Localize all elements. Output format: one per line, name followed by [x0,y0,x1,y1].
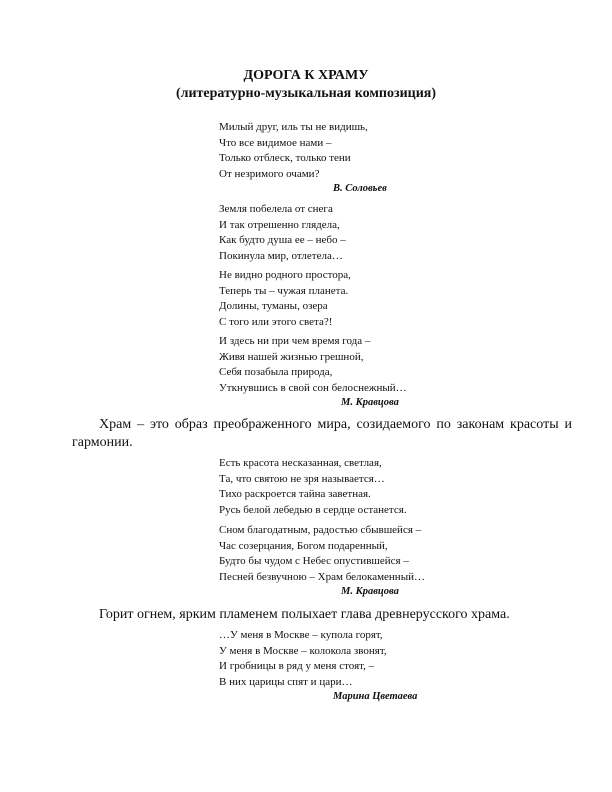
poem-line: Песней безвучною – Храм белокаменный… [219,571,425,584]
poem-line: Что все видимое нами – [219,136,332,149]
poem-line: Милый друг, иль ты не видишь, [219,121,368,133]
poem-line: И здесь ни при чем время года – [219,335,371,347]
poem-line: Теперь ты – чужая планета. [219,284,349,297]
poem-line: Есть красота несказанная, светлая, [219,457,382,469]
poem-stanza [219,456,407,519]
poem-author: М. Кравцова [341,586,399,597]
poem-line: Себя позабыла природа, [219,366,333,379]
poem-line: Не видно родного простора, [219,269,351,281]
poem-line: Покинула мир, отлетела… [219,250,343,263]
poem-line: Долины, туманы, озера [219,300,328,313]
poem-stanza [219,268,351,331]
poem-line: С того или этого света?! [219,316,333,329]
poem-line: Живя нашей жизнью грешной, [219,350,364,363]
poem-line: У меня в Москве – колокола звонят, [219,644,387,657]
poem-line: Та, что святою не зря называется… [219,472,385,485]
poem-line: …У меня в Москве – купола горят, [219,629,383,641]
poem-line: Тихо раскроется тайна заветная. [219,488,371,501]
poem-line: От незримого очами? [219,168,320,181]
poem-line: Уткнувшись в свой сон белоснежный… [219,382,407,395]
poem-line: В них царицы спят и цари… [219,676,353,689]
poem-stanza [219,523,425,586]
prose-paragraph: Горит огнем, ярким пламенем полыхает глава древнерусского храма. [99,607,510,622]
poem-author: Марина Цветаева [333,691,418,702]
poem-stanza [219,334,407,397]
poem-line: Сном благодатным, радостью сбывшейся – [219,524,422,536]
poem-solovyov [219,120,368,183]
poem-line: Земля побелела от снега [219,203,333,215]
poem-line: Будто бы чудом с Небес опустившейся – [219,555,409,568]
poem-line: И так отрешенно глядела, [219,218,340,231]
poem-line: Час созерцания, Богом подаренный, [219,539,388,552]
prose-paragraph: Храм – это образ преображенного мира, созидаемого по законам красоты и гармонии. [72,417,572,450]
poem-line: Только отблеск, только тени [219,152,351,165]
page-title: ДОРОГА К ХРАМУ [243,68,369,83]
poem-tsvetaeva [219,628,387,691]
page-subtitle: (литературно-музыкальная композиция) [175,86,437,101]
poem-author: В. Соловьев [333,183,387,194]
poem-line: Как будто душа ее – небо – [219,234,346,247]
poem-author: М. Кравцова [341,397,399,408]
poem-line: И гробницы в ряд у меня стоят, – [219,660,375,673]
poem-stanza [219,202,346,265]
poem-line: Русь белой лебедью в сердце останется. [219,504,407,517]
